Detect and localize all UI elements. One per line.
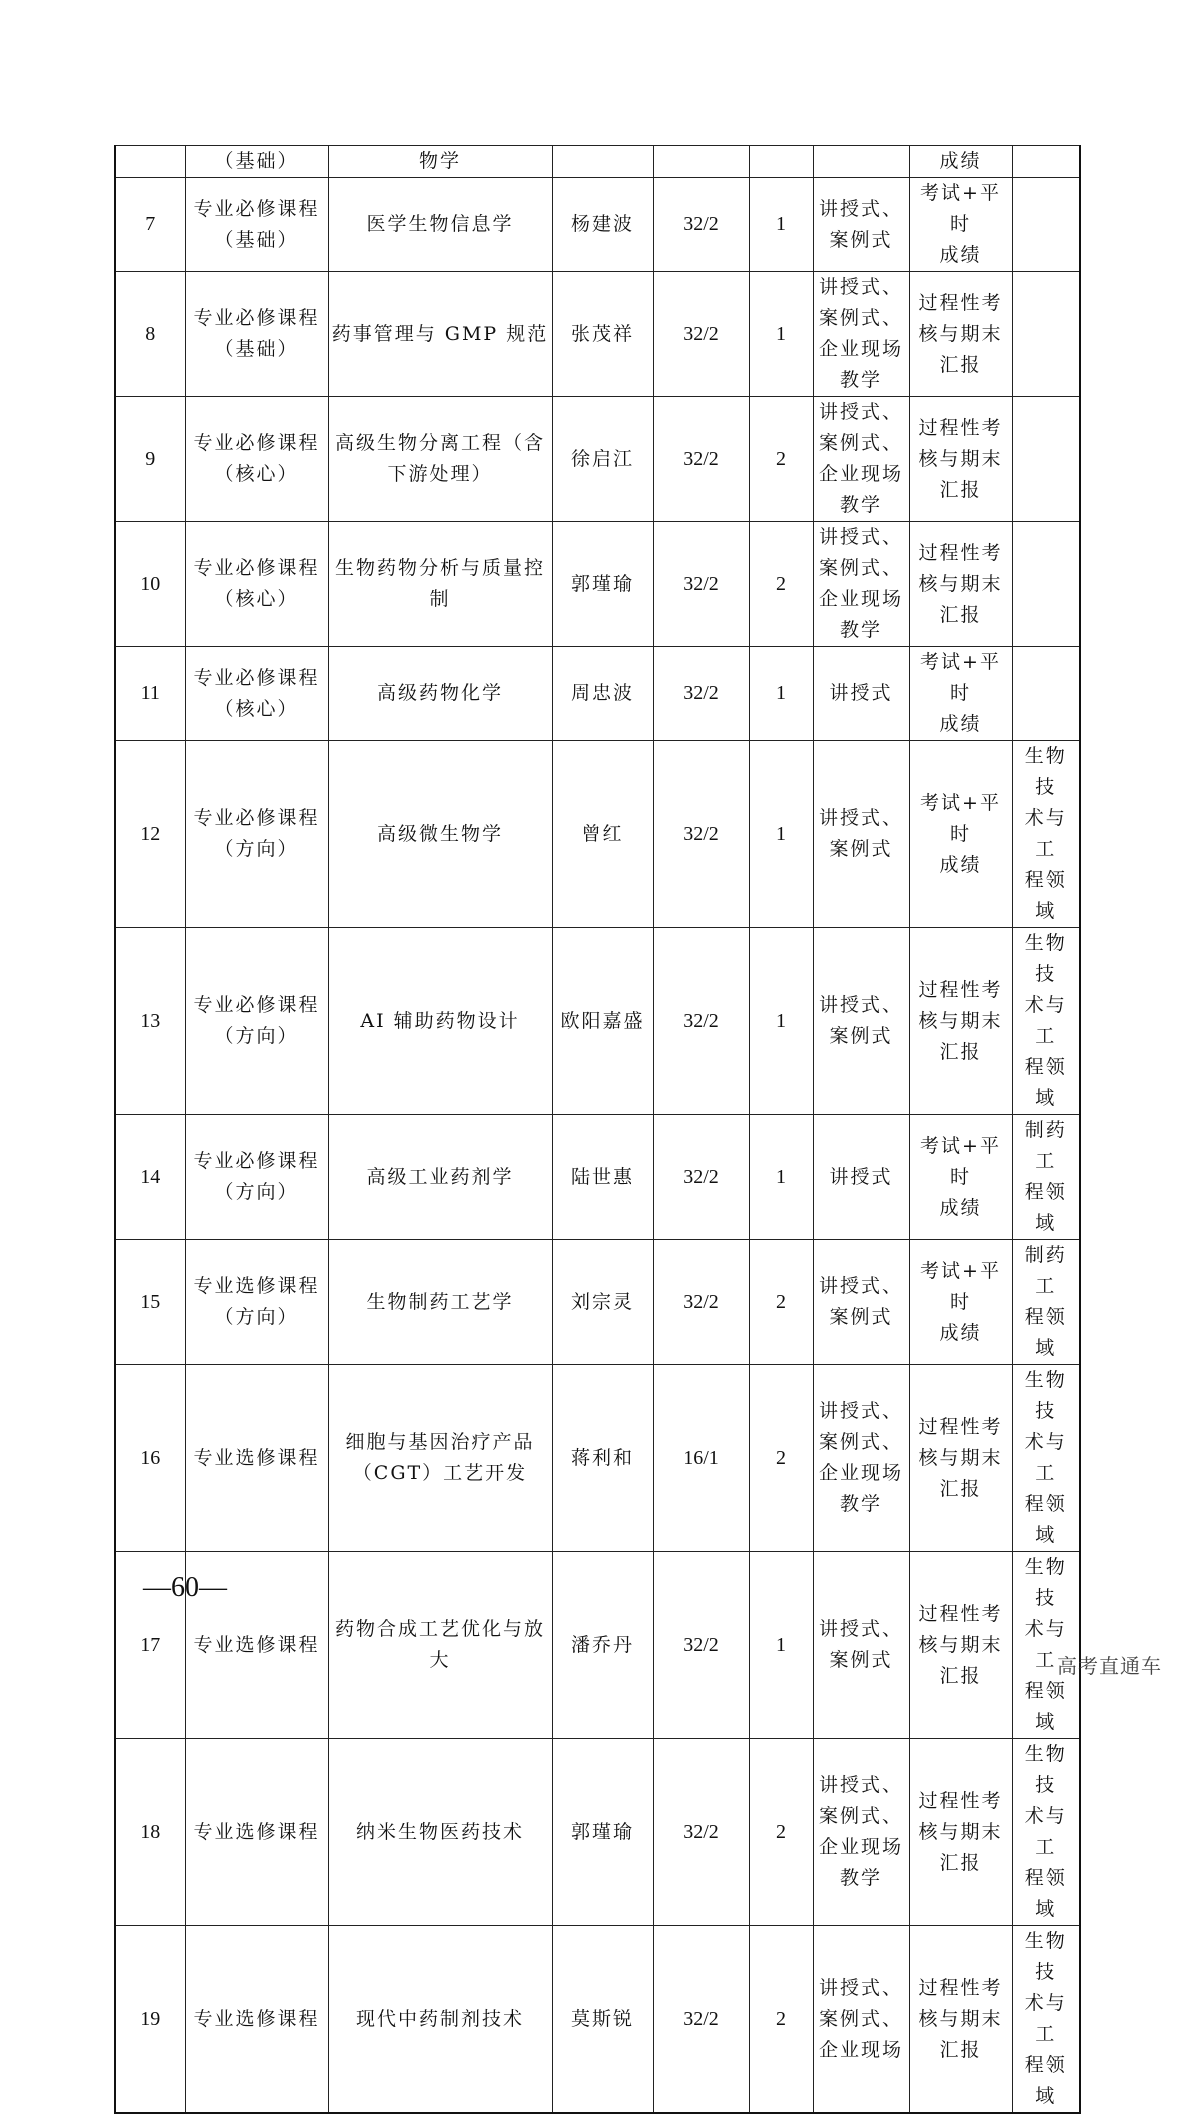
cell-course-name bbox=[328, 647, 552, 741]
course-type-line: 专业选修课程 bbox=[193, 1275, 320, 1297]
cell-hours-credits: 32/2 bbox=[653, 928, 749, 1115]
cell-course-type bbox=[185, 1240, 328, 1365]
field-line: 程领域 bbox=[1024, 1056, 1067, 1109]
assessment-line: 核与期末 bbox=[918, 1009, 1003, 1032]
cell-teacher: 曾红 bbox=[552, 741, 653, 928]
cell-course-name: 物学 bbox=[328, 146, 552, 178]
teaching-method-line: 企业现场 bbox=[818, 338, 903, 360]
cell-course-name bbox=[328, 272, 552, 397]
assessment-line: 过程性考 bbox=[918, 1789, 1003, 1812]
table-row bbox=[115, 1552, 1080, 1739]
teaching-method-line: 讲授式 bbox=[829, 1165, 893, 1188]
cell-hours-credits: 32/2 bbox=[653, 1240, 749, 1365]
teaching-method-line: 企业现场 bbox=[818, 2038, 903, 2061]
cell-row-number: 17 bbox=[115, 1552, 185, 1739]
course-type-line: 专业选修课程 bbox=[193, 1820, 320, 1843]
field-line: 术与工 bbox=[1024, 1431, 1067, 1484]
assessment-line: 考试+平时 bbox=[920, 651, 1001, 704]
assessment-line: 过程性考 bbox=[918, 1602, 1003, 1625]
teaching-method-line: 案例式、 bbox=[818, 1431, 903, 1453]
cell-hours-credits bbox=[653, 146, 749, 178]
cell-teacher: 张茂祥 bbox=[552, 272, 653, 397]
cell-semester: 2 bbox=[749, 1240, 813, 1365]
cell-assessment bbox=[909, 1240, 1012, 1365]
course-type-line: 专业必修课程 bbox=[193, 197, 320, 220]
cell-semester: 1 bbox=[749, 741, 813, 928]
table-row bbox=[115, 928, 1080, 1115]
cell-teaching-method bbox=[813, 272, 909, 397]
teaching-method-line: 案例式、 bbox=[818, 1805, 903, 1827]
assessment-line: 汇报 bbox=[939, 603, 982, 626]
cell-field bbox=[1012, 741, 1080, 928]
cell-teacher: 徐启江 bbox=[552, 397, 653, 522]
cell-teaching-method bbox=[813, 146, 909, 178]
cell-course-type bbox=[185, 741, 328, 928]
cell-row-number: 19 bbox=[115, 1926, 185, 2114]
assessment-line: 过程性考 bbox=[918, 541, 1003, 564]
assessment-line: 过程性考 bbox=[918, 291, 1003, 314]
assessment-line: 过程性考 bbox=[918, 1415, 1003, 1438]
cell-hours-credits: 32/2 bbox=[653, 1739, 749, 1926]
cell-teaching-method bbox=[813, 1552, 909, 1739]
teaching-method-line: 讲授式、 bbox=[818, 1774, 903, 1796]
assessment-line: 考试+平时 bbox=[920, 182, 1001, 235]
cell-course-type bbox=[185, 178, 328, 272]
cell-field bbox=[1012, 1739, 1080, 1926]
field-line: 术与工 bbox=[1024, 1992, 1067, 2045]
course-type-line: 专业必修课程 bbox=[193, 666, 320, 689]
assessment-line: 考试+平时 bbox=[920, 1134, 1001, 1188]
cell-row-number: 8 bbox=[115, 272, 185, 397]
teaching-method-line: 企业现场 bbox=[818, 1462, 903, 1484]
assessment-line: 汇报 bbox=[939, 1664, 982, 1687]
cell-field bbox=[1012, 928, 1080, 1115]
cell-row-number: 7 bbox=[115, 178, 185, 272]
table-row bbox=[115, 647, 1080, 741]
cell-row-number: 18 bbox=[115, 1739, 185, 1926]
cell-field bbox=[1012, 178, 1080, 272]
watermark: 高考直通车 bbox=[1057, 1654, 1162, 1678]
cell-assessment bbox=[909, 522, 1012, 647]
course-name-line: 生物制药工艺学 bbox=[366, 1290, 514, 1313]
assessment-line: 考试+平时 bbox=[920, 791, 1001, 845]
cell-teaching-method bbox=[813, 1240, 909, 1365]
cell-row-number: 14 bbox=[115, 1115, 185, 1240]
cell-assessment bbox=[909, 1926, 1012, 2114]
cell-teacher: 郭瑾瑜 bbox=[552, 522, 653, 647]
course-type-line: （核心） bbox=[214, 697, 299, 720]
cell-field bbox=[1012, 647, 1080, 741]
table-row bbox=[115, 1365, 1080, 1552]
course-name-line: AI 辅助药物设计 bbox=[360, 1009, 520, 1032]
course-type-line: （基础） bbox=[214, 338, 299, 360]
assessment-line: 汇报 bbox=[939, 2038, 982, 2061]
cell-teacher: 莫斯锐 bbox=[552, 1926, 653, 2114]
field-line: 程领域 bbox=[1024, 2054, 1067, 2107]
cell-hours-credits: 32/2 bbox=[653, 397, 749, 522]
teaching-method-line: 讲授式、 bbox=[818, 1976, 903, 1999]
teaching-method-line: 案例式 bbox=[829, 838, 893, 860]
field-line: 术与工 bbox=[1024, 807, 1067, 860]
course-type-line: （核心） bbox=[214, 588, 299, 610]
cell-field bbox=[1012, 1926, 1080, 2114]
assessment-line: 核与期末 bbox=[918, 322, 1003, 345]
cell-assessment bbox=[909, 1115, 1012, 1240]
table-row bbox=[115, 1926, 1080, 2114]
cell-teacher: 郭瑾瑜 bbox=[552, 1739, 653, 1926]
table-row bbox=[115, 1739, 1080, 1926]
course-type-line: 专业必修课程 bbox=[193, 994, 320, 1016]
cell-teacher: 陆世惠 bbox=[552, 1115, 653, 1240]
course-name-line: 下游处理） bbox=[387, 463, 493, 485]
cell-row-number bbox=[115, 146, 185, 178]
course-name-line: 生物药物分析与质量控 bbox=[334, 557, 545, 579]
cell-semester: 2 bbox=[749, 1739, 813, 1926]
field-line: 程领域 bbox=[1024, 1306, 1067, 1359]
course-name-line: 药物合成工艺优化与放 bbox=[334, 1618, 545, 1640]
cell-row-number: 10 bbox=[115, 522, 185, 647]
course-type-line: （方向） bbox=[214, 838, 299, 860]
teaching-method-line: 企业现场 bbox=[818, 588, 903, 610]
assessment-line: 成绩 bbox=[939, 853, 982, 876]
cell-assessment bbox=[909, 1552, 1012, 1739]
field-line: 程领域 bbox=[1024, 1493, 1067, 1546]
assessment-line: 汇报 bbox=[939, 478, 982, 501]
assessment-line: 核与期末 bbox=[918, 1633, 1003, 1656]
cell-teacher: 蒋利和 bbox=[552, 1365, 653, 1552]
teaching-method-line: 教学 bbox=[839, 619, 882, 641]
cell-hours-credits: 32/2 bbox=[653, 741, 749, 928]
course-type-line: （方向） bbox=[214, 1025, 299, 1047]
course-type-line: 专业选修课程 bbox=[193, 1446, 320, 1469]
teaching-method-line: 讲授式 bbox=[829, 682, 893, 704]
cell-teacher bbox=[552, 146, 653, 178]
field-line: 生物技 bbox=[1024, 1369, 1067, 1422]
course-type-line: 专业选修课程 bbox=[193, 1633, 320, 1656]
cell-course-type bbox=[185, 1365, 328, 1552]
assessment-line: 核与期末 bbox=[918, 447, 1003, 470]
assessment-line: 成绩 bbox=[939, 244, 982, 266]
cell-hours-credits: 32/2 bbox=[653, 178, 749, 272]
teaching-method-line: 讲授式、 bbox=[818, 197, 903, 220]
cell-hours-credits: 32/2 bbox=[653, 522, 749, 647]
field-line: 术与工 bbox=[1024, 1618, 1067, 1671]
assessment-line: 成绩 bbox=[939, 1321, 982, 1344]
cell-field bbox=[1012, 1240, 1080, 1365]
cell-row-number: 15 bbox=[115, 1240, 185, 1365]
field-line: 生物技 bbox=[1024, 1930, 1067, 1983]
cell-assessment bbox=[909, 741, 1012, 928]
cell-hours-credits: 16/1 bbox=[653, 1365, 749, 1552]
cell-teacher: 周忠波 bbox=[552, 647, 653, 741]
field-line: 程领域 bbox=[1024, 869, 1067, 922]
assessment-line: 汇报 bbox=[939, 353, 982, 376]
cell-teaching-method bbox=[813, 522, 909, 647]
cell-teaching-method bbox=[813, 928, 909, 1115]
field-line: 生物技 bbox=[1024, 745, 1067, 798]
table-row bbox=[115, 522, 1080, 647]
teaching-method-line: 讲授式、 bbox=[818, 1400, 903, 1422]
cell-semester: 2 bbox=[749, 397, 813, 522]
cell-course-type bbox=[185, 1115, 328, 1240]
cell-row-number: 13 bbox=[115, 928, 185, 1115]
field-line: 生物技 bbox=[1024, 932, 1067, 985]
cell-teaching-method bbox=[813, 647, 909, 741]
teaching-method-line: 讲授式、 bbox=[818, 1618, 903, 1640]
teaching-method-line: 案例式 bbox=[829, 1306, 893, 1328]
cell-field bbox=[1012, 1552, 1080, 1739]
table-row bbox=[115, 1115, 1080, 1240]
course-name-line: （CGT）工艺开发 bbox=[352, 1462, 528, 1484]
cell-teaching-method bbox=[813, 1365, 909, 1552]
cell-course-type bbox=[185, 928, 328, 1115]
cell-teacher: 潘乔丹 bbox=[552, 1552, 653, 1739]
teaching-method-line: 教学 bbox=[839, 494, 882, 516]
cell-teaching-method bbox=[813, 178, 909, 272]
teaching-method-line: 讲授式、 bbox=[818, 994, 903, 1016]
teaching-method-line: 案例式、 bbox=[818, 432, 903, 454]
cell-field bbox=[1012, 397, 1080, 522]
teaching-method-line: 企业现场 bbox=[818, 1836, 903, 1858]
cell-course-type bbox=[185, 272, 328, 397]
cell-course-name bbox=[328, 1552, 552, 1739]
cell-course-name bbox=[328, 928, 552, 1115]
cell-field bbox=[1012, 522, 1080, 647]
cell-hours-credits: 32/2 bbox=[653, 1115, 749, 1240]
assessment-line: 核与期末 bbox=[918, 2007, 1003, 2030]
table-row bbox=[115, 741, 1080, 928]
cell-teaching-method bbox=[813, 397, 909, 522]
course-name-line: 高级生物分离工程（含 bbox=[334, 432, 545, 454]
cell-semester bbox=[749, 146, 813, 178]
cell-row-number: 12 bbox=[115, 741, 185, 928]
cell-hours-credits: 32/2 bbox=[653, 647, 749, 741]
cell-course-name bbox=[328, 741, 552, 928]
cell-course-type bbox=[185, 647, 328, 741]
course-name-line: 高级微生物学 bbox=[376, 822, 503, 845]
course-name-line: 高级药物化学 bbox=[376, 682, 503, 704]
cell-teacher: 杨建波 bbox=[552, 178, 653, 272]
assessment-line: 过程性考 bbox=[918, 416, 1003, 439]
teaching-method-line: 讲授式、 bbox=[818, 401, 903, 423]
cell-teacher: 欧阳嘉盛 bbox=[552, 928, 653, 1115]
cell-teaching-method bbox=[813, 1739, 909, 1926]
cell-row-number: 16 bbox=[115, 1365, 185, 1552]
cell-semester: 2 bbox=[749, 1926, 813, 2114]
teaching-method-line: 案例式 bbox=[829, 1025, 893, 1047]
cell-assessment: 成绩 bbox=[909, 146, 1012, 178]
cell-course-type bbox=[185, 397, 328, 522]
cell-field bbox=[1012, 146, 1080, 178]
cell-row-number: 9 bbox=[115, 397, 185, 522]
cell-field bbox=[1012, 1365, 1080, 1552]
field-line: 生物技 bbox=[1024, 1556, 1067, 1609]
assessment-line: 考试+平时 bbox=[920, 1259, 1001, 1313]
teaching-method-line: 讲授式、 bbox=[818, 807, 903, 829]
course-name-line: 高级工业药剂学 bbox=[366, 1165, 514, 1188]
field-line: 术与工 bbox=[1024, 994, 1067, 1047]
cell-semester: 1 bbox=[749, 647, 813, 741]
cell-course-name bbox=[328, 522, 552, 647]
teaching-method-line: 讲授式、 bbox=[818, 276, 903, 298]
course-type-line: 专业必修课程 bbox=[193, 307, 320, 329]
assessment-line: 汇报 bbox=[939, 1477, 982, 1500]
cell-teaching-method bbox=[813, 1926, 909, 2114]
cell-assessment bbox=[909, 1739, 1012, 1926]
assessment-line: 汇报 bbox=[939, 1040, 982, 1063]
table-row bbox=[115, 272, 1080, 397]
cell-course-name bbox=[328, 1365, 552, 1552]
cell-row-number: 11 bbox=[115, 647, 185, 741]
field-line: 程领域 bbox=[1024, 1181, 1067, 1234]
cell-course-type bbox=[185, 522, 328, 647]
cell-semester: 1 bbox=[749, 1115, 813, 1240]
page-number: —60— bbox=[143, 1572, 227, 1603]
cell-hours-credits: 32/2 bbox=[653, 1552, 749, 1739]
course-type-line: （核心） bbox=[214, 463, 299, 485]
cell-hours-credits: 32/2 bbox=[653, 1926, 749, 2114]
cell-course-name bbox=[328, 1115, 552, 1240]
assessment-line: 核与期末 bbox=[918, 1446, 1003, 1469]
cell-course-name bbox=[328, 1240, 552, 1365]
course-type-line: 专业必修课程 bbox=[193, 557, 320, 579]
teaching-method-line: 企业现场 bbox=[818, 463, 903, 485]
cell-teaching-method bbox=[813, 1115, 909, 1240]
cell-semester: 1 bbox=[749, 272, 813, 397]
cell-semester: 1 bbox=[749, 178, 813, 272]
cell-course-name bbox=[328, 178, 552, 272]
field-line: 术与工 bbox=[1024, 1805, 1067, 1858]
course-name-line: 纳米生物医药技术 bbox=[355, 1820, 524, 1843]
course-type-line: （方向） bbox=[214, 1181, 299, 1203]
cell-field bbox=[1012, 272, 1080, 397]
cell-semester: 2 bbox=[749, 522, 813, 647]
table-row-fragment bbox=[115, 146, 1080, 178]
teaching-method-line: 教学 bbox=[839, 1493, 882, 1515]
course-type-line: 专业选修课程 bbox=[193, 2007, 320, 2030]
cell-teaching-method bbox=[813, 741, 909, 928]
cell-course-type: （基础） bbox=[185, 146, 328, 178]
assessment-line: 核与期末 bbox=[918, 1820, 1003, 1843]
cell-semester: 2 bbox=[749, 1365, 813, 1552]
cell-assessment bbox=[909, 397, 1012, 522]
cell-assessment bbox=[909, 928, 1012, 1115]
teaching-method-line: 教学 bbox=[839, 369, 882, 391]
course-table bbox=[114, 145, 1081, 2114]
course-type-line: 专业必修课程 bbox=[193, 807, 320, 829]
cell-assessment bbox=[909, 272, 1012, 397]
cell-teacher: 刘宗灵 bbox=[552, 1240, 653, 1365]
table-row bbox=[115, 397, 1080, 522]
cell-semester: 1 bbox=[749, 1552, 813, 1739]
cell-assessment bbox=[909, 178, 1012, 272]
course-type-line: （基础） bbox=[214, 228, 299, 251]
teaching-method-line: 案例式 bbox=[829, 228, 893, 251]
teaching-method-line: 案例式、 bbox=[818, 557, 903, 579]
cell-course-name bbox=[328, 1739, 552, 1926]
course-name-line: 制 bbox=[429, 588, 451, 610]
teaching-method-line: 教学 bbox=[839, 1867, 882, 1889]
teaching-method-line: 讲授式、 bbox=[818, 1275, 903, 1297]
assessment-line: 成绩 bbox=[939, 713, 982, 735]
course-type-line: 专业必修课程 bbox=[193, 1150, 320, 1172]
cell-course-type bbox=[185, 1739, 328, 1926]
teaching-method-line: 案例式、 bbox=[818, 2007, 903, 2030]
teaching-method-line: 讲授式、 bbox=[818, 526, 903, 548]
cell-course-type bbox=[185, 1926, 328, 2114]
field-line: 制药工 bbox=[1024, 1244, 1067, 1297]
cell-course-name bbox=[328, 1926, 552, 2114]
field-line: 程领域 bbox=[1024, 1867, 1067, 1920]
assessment-line: 汇报 bbox=[939, 1851, 982, 1874]
assessment-line: 过程性考 bbox=[918, 1976, 1003, 1999]
assessment-line: 成绩 bbox=[939, 1196, 982, 1219]
cell-hours-credits: 32/2 bbox=[653, 272, 749, 397]
cell-semester: 1 bbox=[749, 928, 813, 1115]
course-type-line: （方向） bbox=[214, 1306, 299, 1328]
field-line: 制药工 bbox=[1024, 1119, 1067, 1172]
table-row bbox=[115, 1240, 1080, 1365]
teaching-method-line: 案例式、 bbox=[818, 307, 903, 329]
cell-assessment bbox=[909, 647, 1012, 741]
table-row bbox=[115, 178, 1080, 272]
course-name-line: 药事管理与 GMP 规范 bbox=[331, 322, 549, 345]
course-name-line: 医学生物信息学 bbox=[366, 213, 514, 235]
course-name-line: 细胞与基因治疗产品 bbox=[345, 1431, 535, 1453]
cell-course-name bbox=[328, 397, 552, 522]
cell-field bbox=[1012, 1115, 1080, 1240]
course-name-line: 现代中药制剂技术 bbox=[355, 2007, 524, 2030]
field-line: 程领域 bbox=[1024, 1680, 1067, 1733]
course-type-line: 专业必修课程 bbox=[193, 432, 320, 454]
cell-assessment bbox=[909, 1365, 1012, 1552]
course-name-line: 大 bbox=[429, 1649, 451, 1671]
teaching-method-line: 案例式 bbox=[829, 1649, 893, 1671]
field-line: 生物技 bbox=[1024, 1743, 1067, 1796]
assessment-line: 核与期末 bbox=[918, 572, 1003, 595]
assessment-line: 过程性考 bbox=[918, 978, 1003, 1001]
